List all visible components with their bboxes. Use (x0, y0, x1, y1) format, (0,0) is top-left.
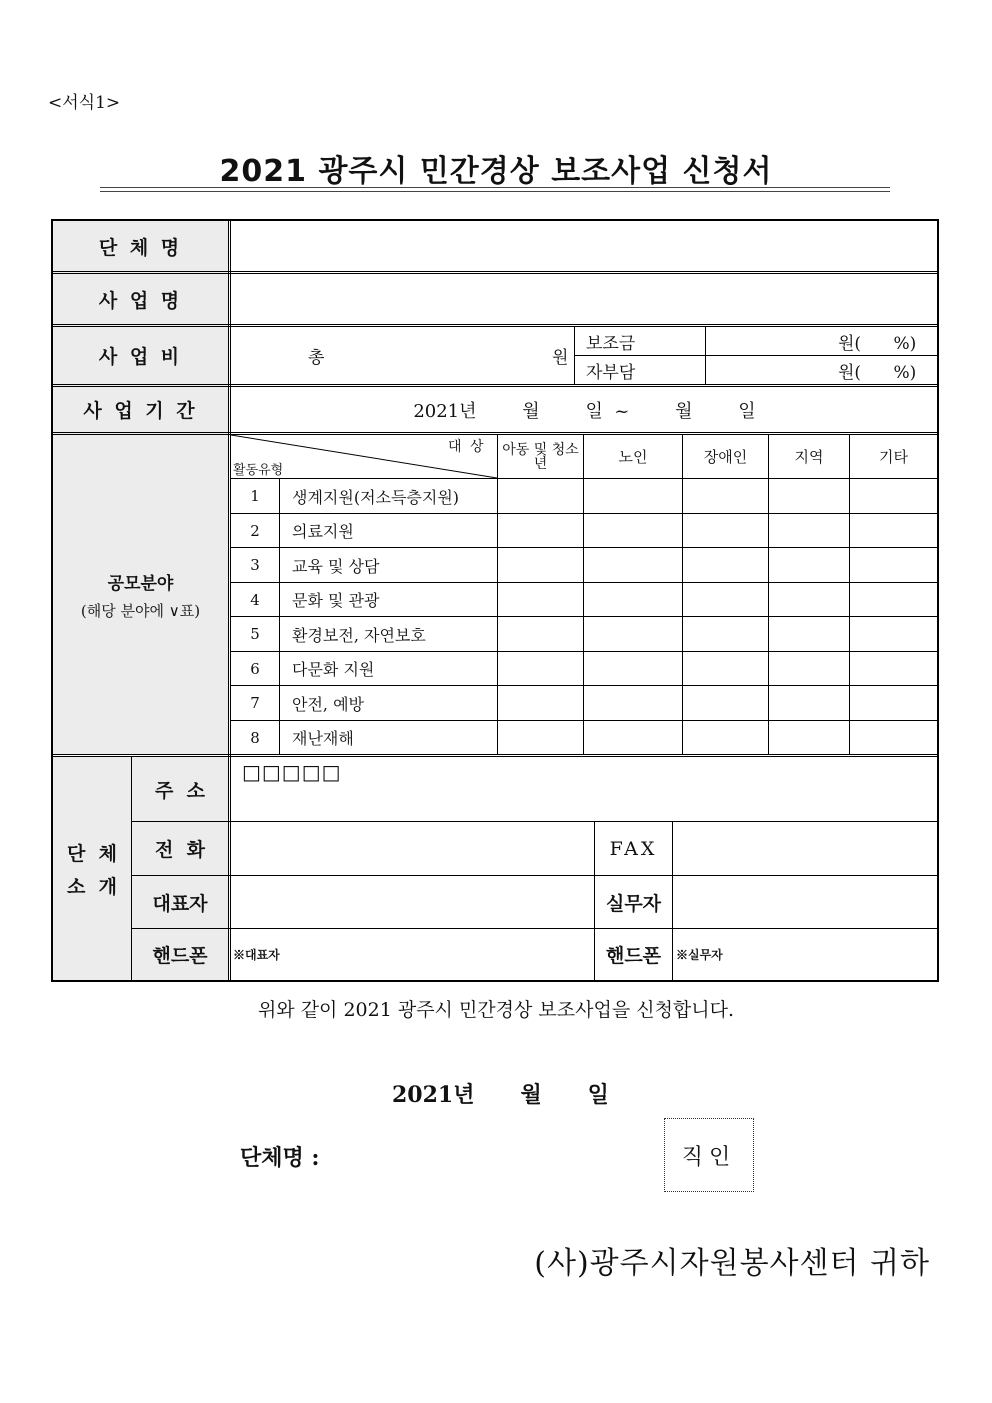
page-title: 2021 광주시 민간경상 보조사업 신청서 (219, 154, 773, 189)
budget-total-unit: 원 (552, 348, 569, 368)
budget-label: 사 업 비 (53, 327, 228, 384)
staff-field[interactable] (673, 876, 937, 928)
org-name-field[interactable] (232, 221, 937, 271)
column-elderly: 노인 (618, 448, 648, 466)
intro-section-label (53, 757, 131, 980)
row-activity: 안전, 예방 (292, 694, 364, 714)
rep-field[interactable] (232, 876, 593, 928)
header-target: 대 상 (448, 439, 486, 455)
row-activity: 의료지원 (292, 522, 354, 541)
row-activity: 다문화 지원 (292, 660, 375, 679)
intro-label-line2: 소 개 (67, 875, 117, 898)
rep-mobile-note[interactable]: ※대표자 (233, 948, 280, 962)
subsidy-amount-unit: 원( %) (838, 333, 917, 354)
row-number: 1 (250, 487, 260, 505)
column-region: 지역 (794, 448, 824, 466)
row-number: 6 (250, 659, 260, 678)
recipient: (사)광주시자원봉사센터 귀하 (534, 1246, 930, 1281)
period-label: 사 업 기 간 (53, 387, 228, 432)
row-number: 7 (250, 694, 260, 712)
phone-label: 전 화 (155, 839, 205, 861)
address-field[interactable]: □□□□□ (242, 760, 342, 784)
application-statement: 위와 같이 2021 광주시 민간경상 보조사업을 신청합니다. (257, 999, 735, 1021)
row-number: 4 (250, 590, 260, 609)
staff-mobile-label: 핸드폰 (605, 945, 662, 967)
row-number: 2 (250, 521, 260, 540)
column-disabled: 장애인 (703, 448, 748, 466)
fax-label: FAX (609, 837, 658, 860)
self-pay-label: 자부담 (586, 362, 636, 383)
address-label: 주 소 (155, 779, 205, 802)
form-number: <서식1> (48, 93, 121, 113)
intro-label-line1: 단 체 (67, 842, 117, 865)
fax-field[interactable] (673, 822, 937, 875)
row-number: 3 (250, 556, 260, 574)
org-name-label: 단 체 명 (53, 221, 228, 271)
column-other: 기타 (879, 448, 908, 466)
category-label: 공모분야 (107, 573, 174, 594)
subsidy-label: 보조금 (586, 333, 636, 354)
staff-mobile-note[interactable]: ※실무자 (676, 948, 723, 962)
header-activity: 활동유형 (233, 463, 284, 478)
org-sign-label: 단체명 : (240, 1145, 320, 1171)
rep-label: 대표자 (152, 892, 208, 915)
application-date[interactable]: 2021년 월 일 (392, 1082, 609, 1108)
title-underline (100, 187, 890, 192)
budget-total-prefix: 총 (308, 348, 325, 368)
category-note: (해당 분야에 ∨표) (80, 601, 201, 620)
rep-mobile-label: 핸드폰 (152, 945, 208, 967)
category-label-block (53, 435, 228, 754)
row-activity: 교육 및 상담 (292, 556, 380, 576)
row-number: 5 (250, 625, 260, 643)
column-youth: 아동 및 청소년 (502, 441, 579, 472)
project-name-field[interactable] (232, 274, 937, 324)
self-pay-amount-unit: 원( %) (838, 362, 917, 383)
row-number: 8 (250, 728, 260, 747)
row-activity: 생계지원(저소득층지원) (292, 487, 460, 507)
row-activity: 문화 및 관광 (292, 591, 380, 610)
row-activity: 재난재해 (292, 729, 354, 748)
row-activity: 환경보전, 자연보호 (292, 625, 426, 645)
project-name-label: 사 업 명 (53, 274, 228, 324)
staff-label: 실무자 (605, 892, 662, 915)
phone-field[interactable] (232, 822, 593, 875)
period-value[interactable]: 2021년 월 일 ~ 월 일 (413, 400, 756, 422)
seal-box: 직인 (664, 1118, 754, 1192)
